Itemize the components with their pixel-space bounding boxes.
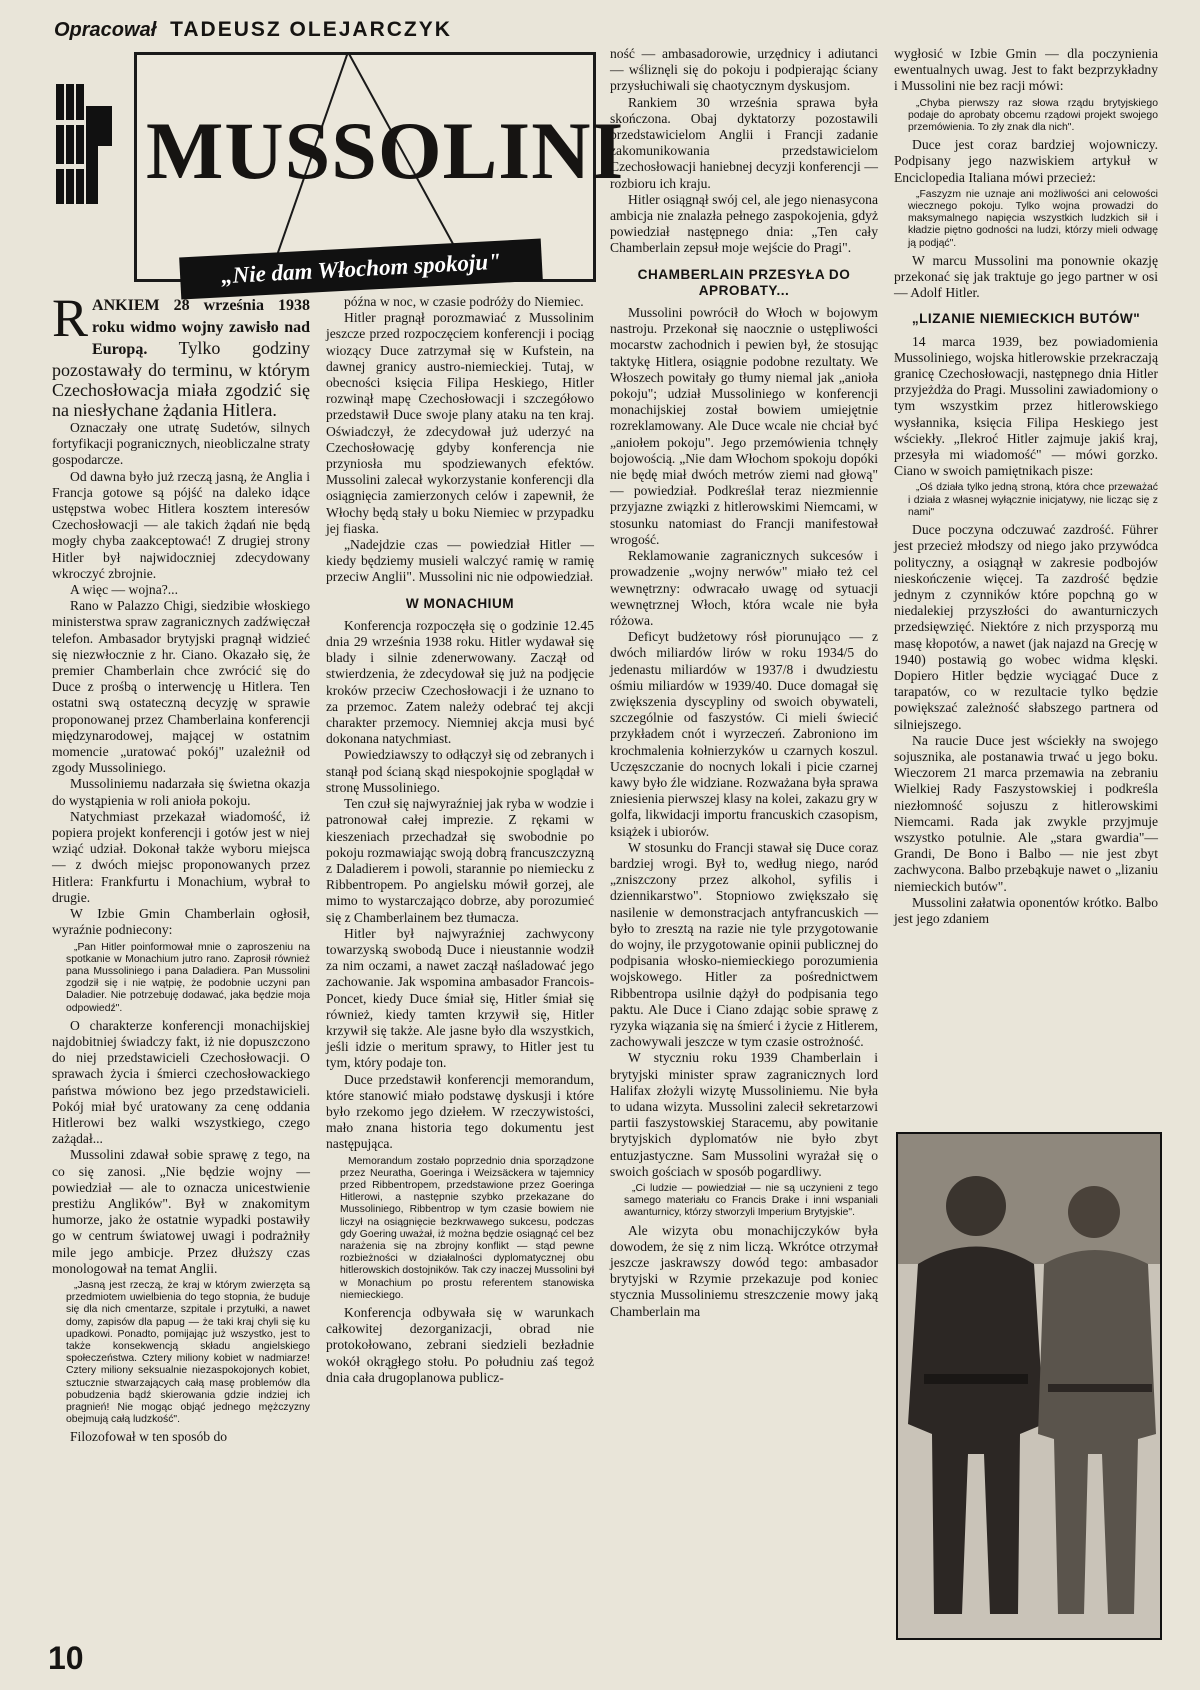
quote: „Faszyzm nie uznaje ani możliwości ani celowości wiecznego pokoju. Tylko wojna prowadzi do maksymalnego napięcia wszystkich ludzkich sił i kładzie piętno godności na ludzi, którzy mieli odwagę ją podjąć". bbox=[908, 188, 1158, 249]
byline bbox=[54, 18, 452, 42]
byline-author: TADEUSZ OLEJARCZYK bbox=[170, 18, 452, 41]
column-4 bbox=[894, 46, 1158, 927]
fasces-emblem bbox=[56, 84, 116, 204]
paragraph: W styczniu roku 1939 Chamberlain i brytyjski minister spraw zagranicznych lord Halifax złożyli wizytę Mussoliniemu. Nie była to udana wizyta. Mussolini zalecił sekretarzowi partii faszystowskiej Staracemu, aby powitanie brytyjskich dyplomatów nie było zbyt entuzjastyczne. Sam Mussolini wyrażał się o swoich gościach w sposób pogardliwy. bbox=[610, 1050, 878, 1179]
paragraph: późna w noc, w czasie podróży do Niemiec. bbox=[344, 294, 584, 309]
paragraph: Mussolini zdawał sobie sprawę z tego, na co się zanosi. „Nie będzie wojny — powiedział — ale to oznacza unicestwienie prestiżu Anglików". Był w znakomitym humorze, jako że ostatnie wypadki postawiły go w centrum światowej uwagi i podrażniły mile jego ambicje. Przez dłuższy czas monologował na temat Anglii. bbox=[52, 1147, 310, 1276]
section-heading: „LIZANIE NIEMIECKICH BUTÓW" bbox=[911, 311, 1141, 327]
column-1 bbox=[52, 288, 310, 1446]
paragraph: Duce przedstawił konferencji memorandum, które stanowić miało podstawę dyskusji i które było rzekomo jego dziełem. W rzeczywistości, mało znana historia tego dokumentu jest następująca. bbox=[326, 1071, 594, 1152]
paragraph: Hitler był najwyraźniej zachwycony towarzyską swobodą Duce i nieustannie wodził za nim oczami, a nawet zaczął naśladować jego zachowanie. Jak wspomina ambasador Francois-Poncet, kiedy Duce śmiał się, Hitler śmiał się również, kiedy tamten krzywił się, Hitler krzywił się także. Ale jasne było dla wszystkich, jeśli idzie o meritum sprawy, to Hitler jest tu tym, który podaje ton. bbox=[326, 925, 594, 1071]
paragraph: Natychmiast przekazał wiadomość, iż popiera projekt konferencji i gotów jest w niej wziąć udział. Dokonał także wyboru miejsca — z dwóch miejsc proponowanych przez Hitlera: Frankfurtu i Monachium, wybrał to drugie. bbox=[52, 808, 310, 905]
paragraph: Konferencja rozpoczęła się o godzinie 12.45 dnia 29 września 1938 roku. Hitler wydawał się blady i silnie zdenerwowany. Zaczął od stwierdzenia, że zdecydował się już na podjęcie kroków przeciw Czechosłowacji i że uznano to za przemoc. Zatem należy odebrać tej akcji charakter przemocy. Niemniej akcja musi być dokonana natychmiast. bbox=[326, 617, 594, 747]
page-number: 10 bbox=[48, 1640, 84, 1676]
paragraph: Ale wizyta obu monachijczyków była dowodem, że się z nim liczą. Wkrótce otrzymał jeszcze jaskrawszy dowód tego: ambasador brytyjski w Rzymie przekazuje pod koniec stycznia Mussoliniemu streszczenie mowy jaką Chamberlain ma bbox=[610, 1222, 878, 1319]
paragraph: Filozofował w ten sposób do bbox=[70, 1429, 228, 1445]
paragraph: Deficyt budżetowy rósł piorunująco — z dwóch miliardów lirów w roku 1934/5 do jedenastu miliardów w 1937/8 i dwudziestu ośmiu miliardów w 1939/40. Duce domagał się zwiększenia dyscypliny od swoich obywateli, szczególnie od faszystów. Ci mieli świecić przykładem cnót i wyrzeczeń. Zabroniono im krochmalenia kołnierzyków u czarnych koszul. Uczęszczanie do nocnych lokali i picie czarnej kawy było źle widziane. Rozważana była sprawa zniesienia pierwszej klasy na kolei, zakazu gry w golfa, likwidacji importu francuskich czasopism, książek i ubiorów. bbox=[610, 629, 878, 839]
paragraph: Mussolini powrócił do Włoch w bojowym nastroju. Przekonał się naocznie o ustępliwości mocarstw zachodnich i pewien był, że stosując taktykę Hitlera, osiągnie podobne rezultaty. We Włoszech powitały go tłumy niemal jak „anioła pokoju"; udział Mussoliniego w konferencji monachijskiej został bowiem umiejętnie rozreklamowany. Ale Duce wcale nie chciał być „aniołem pokoju". Jego przemówienia tchnęły bojowością. „Nie dam Włochom spokoju dopóki nie będę miał dwóch metrów ziemi nad głową" — powiedział. Podkreślał teraz niezmiennie przyjazne związki z hitlerowskimi Niemcami, w stosunku natomiast do Francji manifestował wrogość. bbox=[610, 305, 878, 547]
paragraph: Mussoliniemu nadarzała się świetna okazja do wystąpienia w roli anioła pokoju. bbox=[52, 776, 310, 808]
paragraph: Hitler pragnął porozmawiać z Mussolinim jeszcze przed rozpoczęciem konferencji i pociąg wiozący Duce zatrzymał się w Kufstein, na dawnej granicy austro-niemieckiej. Tutaj, w obecności księcia Filipa Heskiego, Hitler rozwinął mapę Czechosłowacji i szczegółowo przedstawił Duce swoje plany ataku na ten kraj. Oświadczył, że zdecydował już uderzyć na Czechosłowację gdyby konferencja nie przyniosła mu spodziewanych efektów. Mussolini zalecał wykorzystanie konferencji dla osiągnięcia zamierzonych celów i zapewnił, że Włochy będą stały u boku Niemiec w przypadku jej fiaska. bbox=[326, 310, 594, 536]
section-heading: W MONACHIUM bbox=[405, 595, 515, 611]
paragraph: „Nadejdzie czas — powiedział Hitler — kiedy będziemy musieli walczyć ramię w ramię przeciw Anglii". Mussolini nic nie odpowiedział. bbox=[326, 537, 594, 585]
paragraph: O charakterze konferencji monachijskiej najdobitniej świadczy fakt, iż nie dopuszczono do niej przedstawicieli Czechosłowacji. O sprawach życia i śmierci czechosłowackiego państwa mówiono bez jego przedstawicieli. Pokój miał być uratowany za cenę oddania Hitlerowi bez walki wszystkiego, czego zażądał... bbox=[52, 1017, 310, 1147]
paragraph: Ten czuł się najwyraźniej jak ryba w wodzie i patronował całej imprezie. Z rękami w kieszeniach przechadzał się swobodnie po pokoju rozmawiając swoją dobrą francuszczyzną z Daladierem i powoli, starannie po niemiecku z Ribbentropem. Po angielsku mówił gorzej, ale mimo to wystarczająco dobrze, aby porozumieć się z Chamberlainem bez tłumacza. bbox=[326, 796, 594, 925]
paragraph: Reklamowanie zagranicznych sukcesów i prowadzenie „wojny nerwów" miało też cel wewnętrzny: odwracało uwagę od sytuacji wewnętrznej Włoch, która wcale nie była różowa. bbox=[610, 548, 878, 628]
paragraph: wygłosić w Izbie Gmin — dla poczynienia ewentualnych uwag. Jest to fakt bezprzykładny i Mussolini nie bez racji mówi: bbox=[894, 46, 1158, 94]
quote: „Ci ludzie — powiedział — nie są uczynieni z tego samego materiału co Francis Drake i inni wspaniali awanturnicy, którzy stworzyli Imperium Brytyjskie". bbox=[624, 1183, 878, 1219]
section-heading: CHAMBERLAIN PRZESYŁA DO APROBATY... bbox=[637, 266, 851, 298]
paragraph: A więc — wojna?... bbox=[70, 582, 178, 598]
paragraph: W Izbie Gmin Chamberlain ogłosił, wyraźnie podniecony: bbox=[52, 906, 310, 938]
lead-paragraph bbox=[52, 288, 310, 420]
quote: Memorandum zostało poprzednio dnia sporządzone przez Neuratha, Goeringa i Weizsäckera w tajemnicy przed Ribbentropem, przedstawione przez Goeringa Hitlerowi, a następnie szybko przekazane do Mussoliniego, Ribbentrop w tym czasie bowiem nie liczył na osiągnięcie bezkrwawego sukcesu, podczas gdy Goering uważał, iż można będzie osiągnąć cel bez narażenia się na zbrojny konflikt — stąd pewne rozbieżności w działalności dyplomatycznej obu hitlerowskich dostojników. Tak czy inaczej Mussolini był w Monachium po prostu referentem stanowiska niemieckiego. bbox=[340, 1155, 594, 1301]
quote: „Oś działa tylko jedną stroną, która chce przeważać i działa z własnej wyłącznie inicjatywy, nie licząc się z nami" bbox=[908, 482, 1158, 518]
lead-rest: Tylko godziny pozostawały do terminu, w którym Czechosłowacja miała zgodzić się na niesłychane żądania Hitlera. bbox=[52, 338, 310, 420]
paragraph: Rano w Palazzo Chigi, siedzibie włoskiego ministerstwa spraw zagranicznych zadźwięczał telefon. Ambasador brytyjski pragnął widzieć się niezwłocznie z hr. Ciano. Okazało się, że premier Chamberlain chce zwrócić się do Duce z prośbą o interwencję u Hitlera. Ten ostatni swą ostateczną decyzję w sprawie proponowanej przez Chamberlaina konferencji międzynarodowej, mającej w ostatnim momencie „uratować pokój" uzależnił od zgody Mussoliniego. bbox=[52, 598, 310, 776]
paragraph: Mussolini załatwia oponentów krótko. Balbo jest jego zdaniem bbox=[894, 894, 1158, 926]
photo-mussolini-hitler bbox=[896, 1132, 1162, 1640]
paragraph: Oznaczały one utratę Sudetów, silnych fortyfikacji pogranicznych, nieobliczalne straty gospodarcze. bbox=[52, 420, 310, 468]
quote: „Pan Hitler poinformował mnie o zaproszeniu na spotkanie w Monachium jutro rano. Zaprosił również pana Mussoliniego i pana Daladiera. Pan Mussolini zgodził się i nie wątpię, że podobnie uczyni pan Daladier. Nie potrzebuję dodawać, jaka będzie moja odpowiedź". bbox=[66, 941, 310, 1014]
paragraph: Od dawna było już rzeczą jasną, że Anglia i Francja gotowe są pójść na daleko idące ustępstwa wobec Hitlera kosztem interesów Czechosłowacji — ale takich żądań nie będą mogły chyba zaakceptować! Z drugiej strony Hitler był najwidoczniej zdecydowany wkroczyć zbrojnie. bbox=[52, 468, 310, 581]
paragraph: W stosunku do Francji stawał się Duce coraz bardziej wrogi. Był to, według niego, naród „zniszczony przez alkohol, syfilis i dziennikarstwo". Stopniowo zwiększało się nasilenie w demonstracjach antyfrancuskich — było to zresztą na razie nie tyle przygotowanie do wojny, ile przygotowanie opinii publicznej do podpisania włosko-niemieckiego porozumienia wojskowego. Hitler za pośrednictwem Ribbentropa usilnie dążył do podpisania tego paktu. Ale Duce i Ciano zdając sobie sprawę z ryzyka wiązania się na śmierć i życie z Hitlerem, zachowywali jeszcze w tym czasie ostrożność. bbox=[610, 839, 878, 1050]
byline-prefix: Opracował bbox=[54, 19, 157, 41]
paragraph: Na raucie Duce jest wściekły na swojego sojusznika, ale postanawia trwać u jego boku. Wieczorem 21 marca przemawia na zebraniu Wielkiej Rady Faszystowskiej i podkreśla niezłomność sojuszu z hitlerowskimi Niemcami. Rada jak zwykle przyjmuje wszystko potulnie. Ale „stara gwardia"— Grandi, De Bono i Balbo — nie jest zbyt zachwycona. Balbo przebąkuje nawet o „lizaniu niemieckich butów". bbox=[894, 732, 1158, 894]
paragraph: Rankiem 30 września sprawa była skończona. Obaj dyktatorzy pozostawili przedstawicielom Anglii i Francji zadanie zakomunikowania przedstawicielom Czechosłowacji haniebnej decyzji konferencji — rozbioru ich kraju. bbox=[610, 94, 878, 191]
paragraph: Konferencja odbywała się w warunkach całkowitej dezorganizacji, obrad nie protokołowano, zebrani siedzieli bezładnie wokół okrągłego stołu. Po południu zaś tegoż dnia cała drugoplanowa publicz- bbox=[326, 1305, 594, 1385]
article-title: MUSSOLINI bbox=[146, 105, 625, 196]
paragraph: Duce jest coraz bardziej wojowniczy. Podpisany jego nazwiskiem artykuł w Enciclopedia Italiana mówi przecież: bbox=[894, 137, 1158, 185]
paragraph: W marcu Mussolini ma ponownie okazję przekonać się jak traktuje go jego partner w osi — Adolf Hitler. bbox=[894, 252, 1158, 301]
quote: „Jasną jest rzeczą, że kraj w którym zwierzęta są przedmiotem uwielbienia do tego stopnia, że buduje się dla nich cmentarze, szpitale i przytułki, a nawet domy, zapisów dla papug — że taki kraj chyli się ku upadkowi. Ponadto, pomijając już wszystko, jest to także konsekwencją składu angielskiego społeczeństwa. Cztery miliony kobiet w nadmiarze! Cztery miliony seksualnie niezaspokojonych kobiet, sztucznie stwarzających całą masę problemów dla pobudzenia bądź skierowania gdzie indziej ich pragnień! Nie mogąc objąć jednego mężczyzny obejmują całą ludzkość". bbox=[66, 1279, 310, 1426]
quote: „Chyba pierwszy raz słowa rządu brytyjskiego podaje do aprobaty obcemu rządowi projekt swojego przemówienia. To zły znak dla nich". bbox=[908, 97, 1158, 134]
paragraph: Duce poczyna odczuwać zazdrość. Führer jest przecież młodszy od niego jako przywódca polityczny, a osiągnął w zakresie podbojów nieskończenie więcej. Ta zazdrość będzie jednym z czynników które popchną go w niedalekiej przyszłości do awanturniczych przedsięwzięć. Niektóre z nich przysporzą mu masę kłopotów, a nawet (jak najazd na Grecję w 1940) postawią go wobec widma klęski. Dopiero Hitler będzie wyciągać Duce z tarapatów, co w rezultacie tylko będzie powiększać zależność słabszego partnera od silniejszego. bbox=[894, 522, 1158, 732]
paragraph: Hitler osiągnął swój cel, ale jego nienasycona ambicja nie znalazła pełnego zaspokojenia, gdyż powiedział następnego dnia: „Ten cały Chamberlain zepsuł moje wejście do Pragi". bbox=[610, 191, 878, 256]
paragraph: 14 marca 1939, bez powiadomienia Mussoliniego, wojska hitlerowskie przekraczają granicę Czechosłowacji, następnego dnia Hitler przyjeżdża do Pragi. Mussolini zawiadomiony o tym wszystkim przez hitlerowskiego wysłannika, księcia Filipa Heskiego jest wściekły. „Ilekroć Hitler zajmuje jakiś kraj, przesyła mi wiadomość" — mówi gorzko. Ciano w swoich pamiętnikach pisze: bbox=[894, 333, 1158, 479]
paragraph: Powiedziawszy to odłączył się od zebranych i stanął pod ścianą skąd niespokojnie spoglądał w stronę Mussoliniego. bbox=[326, 747, 594, 795]
column-3 bbox=[610, 46, 878, 1320]
column-2 bbox=[326, 294, 594, 1386]
drop-cap: R bbox=[52, 288, 89, 348]
paragraph: ność — ambasadorowie, urzędnicy i adiutanci — wśliznęli się do pokoju i podpierając ściany przysłuchiwali się chaotycznym dyskusjom. bbox=[610, 46, 878, 94]
lead-bold: ANKIEM 28 września 1938 roku widmo wojny zawisło nad Europą. bbox=[92, 297, 310, 358]
subtitle-banner: „Nie dam Włochom spokoju" bbox=[179, 239, 543, 300]
